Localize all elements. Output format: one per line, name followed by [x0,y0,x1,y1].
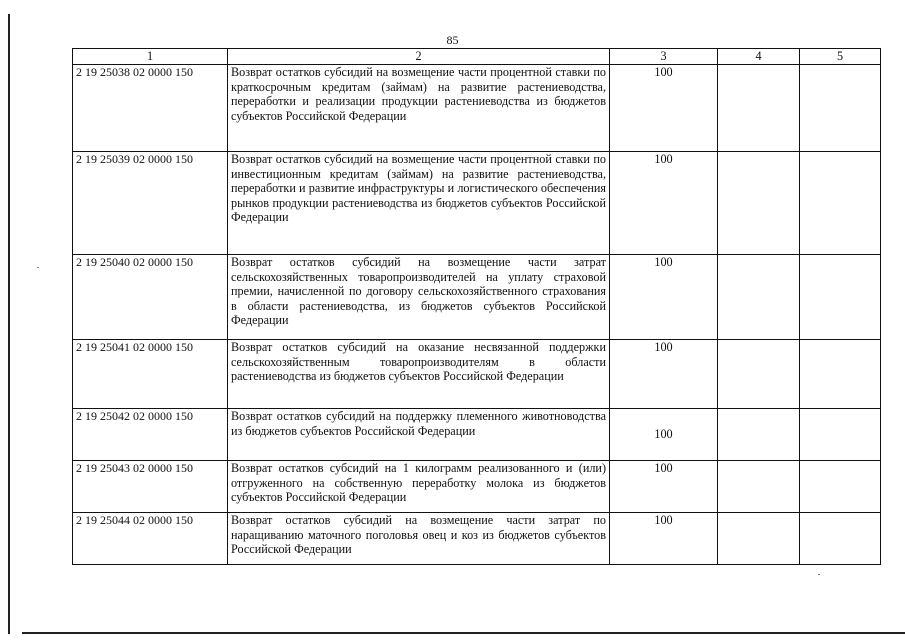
budget-code-cell: 2 19 25042 02 0000 150 [73,409,228,461]
description-cell: Возврат остатков субсидий на возмещение части затрат сельскохозяйственных товаропроизводителей на уплату страховой премии, начисленной по договору сельскохозяйственного страхования в области растениеводства, из бюджетов субъектов Российской Федерации [228,255,610,340]
column-5-cell [800,255,881,340]
table-row [73,409,881,461]
column-5-cell [800,409,881,461]
scan-speck [818,574,820,575]
column-5-cell [800,65,881,152]
norm-percent-cell: 100 [610,340,718,409]
norm-percent-cell: 100 [610,255,718,340]
table-row [73,255,881,340]
scan-frame-left-line [8,14,10,634]
column-5-cell [800,461,881,513]
column-header-3: 3 [610,49,718,65]
description-cell: Возврат остатков субсидий на поддержку племенного животноводства из бюджетов субъектов Российской Федерации [228,409,610,461]
column-4-cell [718,409,800,461]
column-header-4: 4 [718,49,800,65]
column-header-1: 1 [73,49,228,65]
scan-speck [37,267,39,268]
budget-code-cell: 2 19 25038 02 0000 150 [73,65,228,152]
table-row [73,340,881,409]
budget-code-cell: 2 19 25039 02 0000 150 [73,152,228,255]
norm-percent-cell: 100 [610,409,718,461]
column-header-2: 2 [228,49,610,65]
description-cell: Возврат остатков субсидий на возмещение части процентной ставки по инвестиционным кредитам (займам) на развитие растениеводства, переработки и развитие инфраструктуры и логистического обеспечения рынков продукции растениеводства из бюджетов субъектов Российской Федерации [228,152,610,255]
description-cell: Возврат остатков субсидий на 1 килограмм реализованного и (или) отгруженного на собственную переработку молока из бюджетов субъектов Российской Федерации [228,461,610,513]
column-4-cell [718,340,800,409]
table-row [73,65,881,152]
description-cell: Возврат остатков субсидий на возмещение части затрат по наращиванию маточного поголовья овец и коз из бюджетов субъектов Российской Федерации [228,513,610,565]
column-5-cell [800,340,881,409]
table-row [73,152,881,255]
column-4-cell [718,461,800,513]
budget-code-cell: 2 19 25044 02 0000 150 [73,513,228,565]
norm-percent-cell: 100 [610,152,718,255]
table-row [73,513,881,565]
description-cell: Возврат остатков субсидий на возмещение части процентной ставки по краткосрочным кредитам (займам) на развитие растениеводства, переработки и реализации продукции растениеводства из бюджетов субъектов Российской Федерации [228,65,610,152]
budget-code-cell: 2 19 25041 02 0000 150 [73,340,228,409]
table-row [73,461,881,513]
column-4-cell [718,513,800,565]
budget-classification-table [72,48,881,565]
column-4-cell [718,65,800,152]
page-number: 85 [446,33,459,47]
column-4-cell [718,152,800,255]
column-5-cell [800,152,881,255]
table-header-row [73,49,881,65]
norm-percent-cell: 100 [610,461,718,513]
column-header-5: 5 [800,49,881,65]
column-5-cell [800,513,881,565]
norm-percent-cell: 100 [610,65,718,152]
description-cell: Возврат остатков субсидий на оказание несвязанной поддержки сельскохозяйственным товаропроизводителям в области растениеводства из бюджетов субъектов Российской Федерации [228,340,610,409]
norm-percent-cell: 100 [610,513,718,565]
budget-code-cell: 2 19 25040 02 0000 150 [73,255,228,340]
scan-frame-bottom-line [22,632,905,634]
budget-code-cell: 2 19 25043 02 0000 150 [73,461,228,513]
column-4-cell [718,255,800,340]
